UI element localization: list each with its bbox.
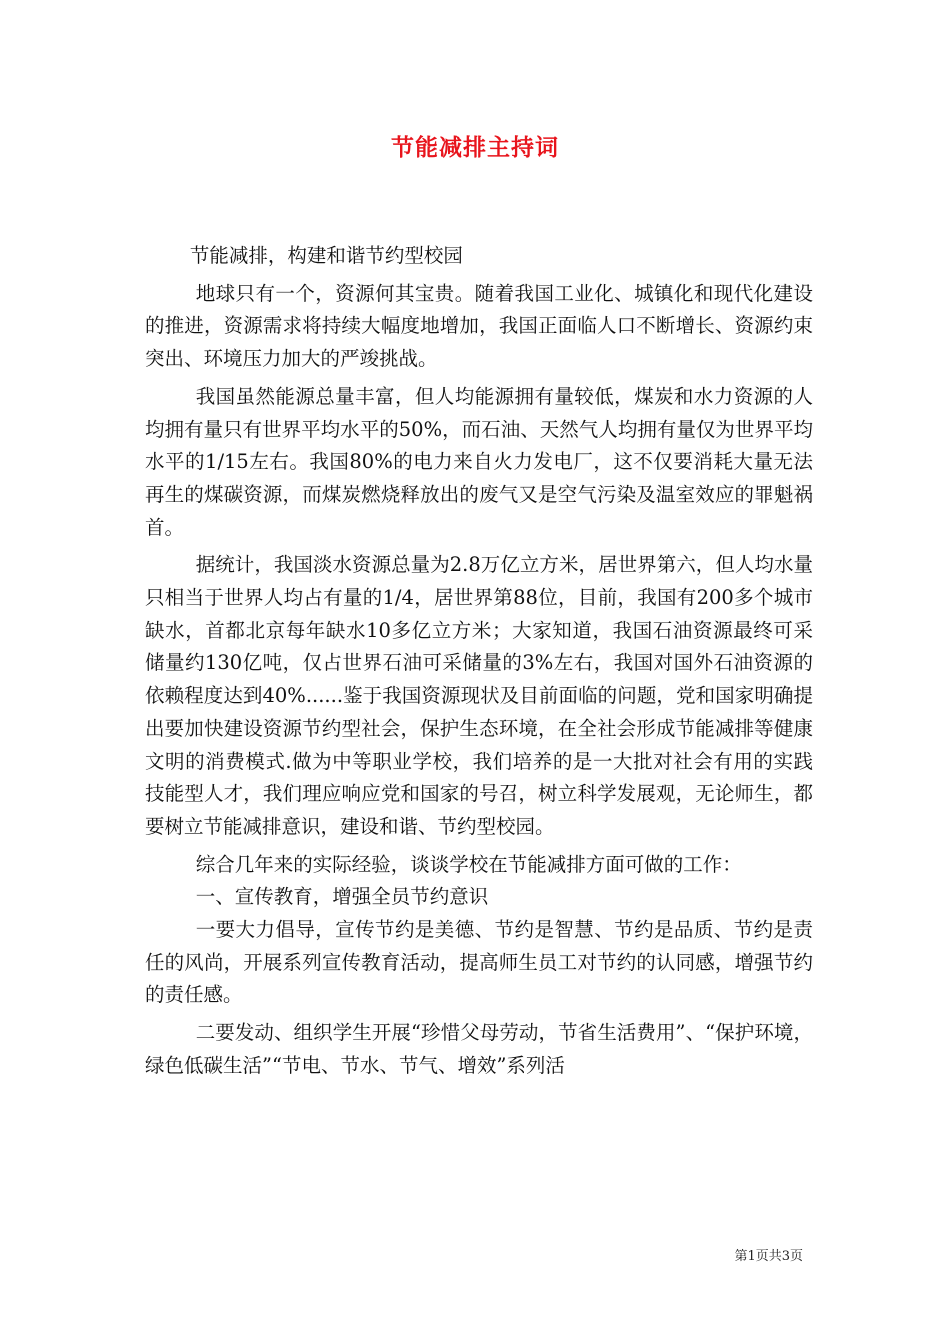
body-paragraph: 综合几年来的实际经验，谈谈学校在节能减排方面可做的工作：	[195, 852, 742, 876]
body-paragraph: 我国虽然能源总量丰富，但人均能源拥有量较低，煤炭和水力资源的人均拥有量只有世界平均水平的50%，而石油、天然气人均拥有量仅为世界平均水平的1/15左右。我国80%的电力来自火力发电厂，这不仅要消耗大量无法再生的煤碳资源，而煤炭燃烧释放出的废气又是空气污染及温室效应的罪魁祸首。	[145, 384, 813, 539]
body-paragraph: 地球只有一个，资源何其宝贵。随着我国工业化、城镇化和现代化建设的推进，资源需求将持续大幅度地增加，我国正面临人口不断增长、资源约束突出、环境压力加大的严竣挑战。	[145, 281, 813, 371]
body-paragraph: 节能减排，构建和谐节约型校园	[189, 244, 463, 267]
body-paragraph: 二要发动、组织学生开展“珍惜父母劳动，节省生活费用”、“保护环境，绿色低碳生活”“节电、节水、节气、增效”系列活	[145, 1021, 813, 1077]
page-indicator: 第1页共3页	[734, 1249, 803, 1264]
section-heading: 一、宣传教育，增强全员节约意识	[195, 885, 489, 909]
document-body	[145, 240, 813, 1083]
body-paragraph: 一要大力倡导，宣传节约是美德、节约是智慧、节约是品质、节约是责任的风尚，开展系列宣传教育活动，提高师生员工对节约的认同感，增强节约的责任感。	[145, 918, 813, 1007]
body-paragraph: 据统计，我国淡水资源总量为2.8万亿立方米，居世界第六，但人均水量只相当于世界人均占有量的1/4，居世界第88位，目前，我国有200多个城市缺水，首都北京每年缺水10多亿立方米；大家知道，我国石油资源最终可采储量约130亿吨，仅占世界石油可采储量的3%左右，我国对国外石油资源的依赖程度达到40%......鉴于我国资源现状及目前面临的问题，党和国家明确提出要加快建设资源节约型社会，保护生态环境，在全社会形成节能减排等健康文明的消费模式.做为中等职业学校，我们培养的是一大批对社会有用的实践技能型人才，我们理应响应党和国家的号召，树立科学发展观，无论师生，都要树立节能减排意识，建设和谐、节约型校园。	[145, 553, 813, 838]
document-title: 节能减排主持词	[391, 134, 559, 161]
